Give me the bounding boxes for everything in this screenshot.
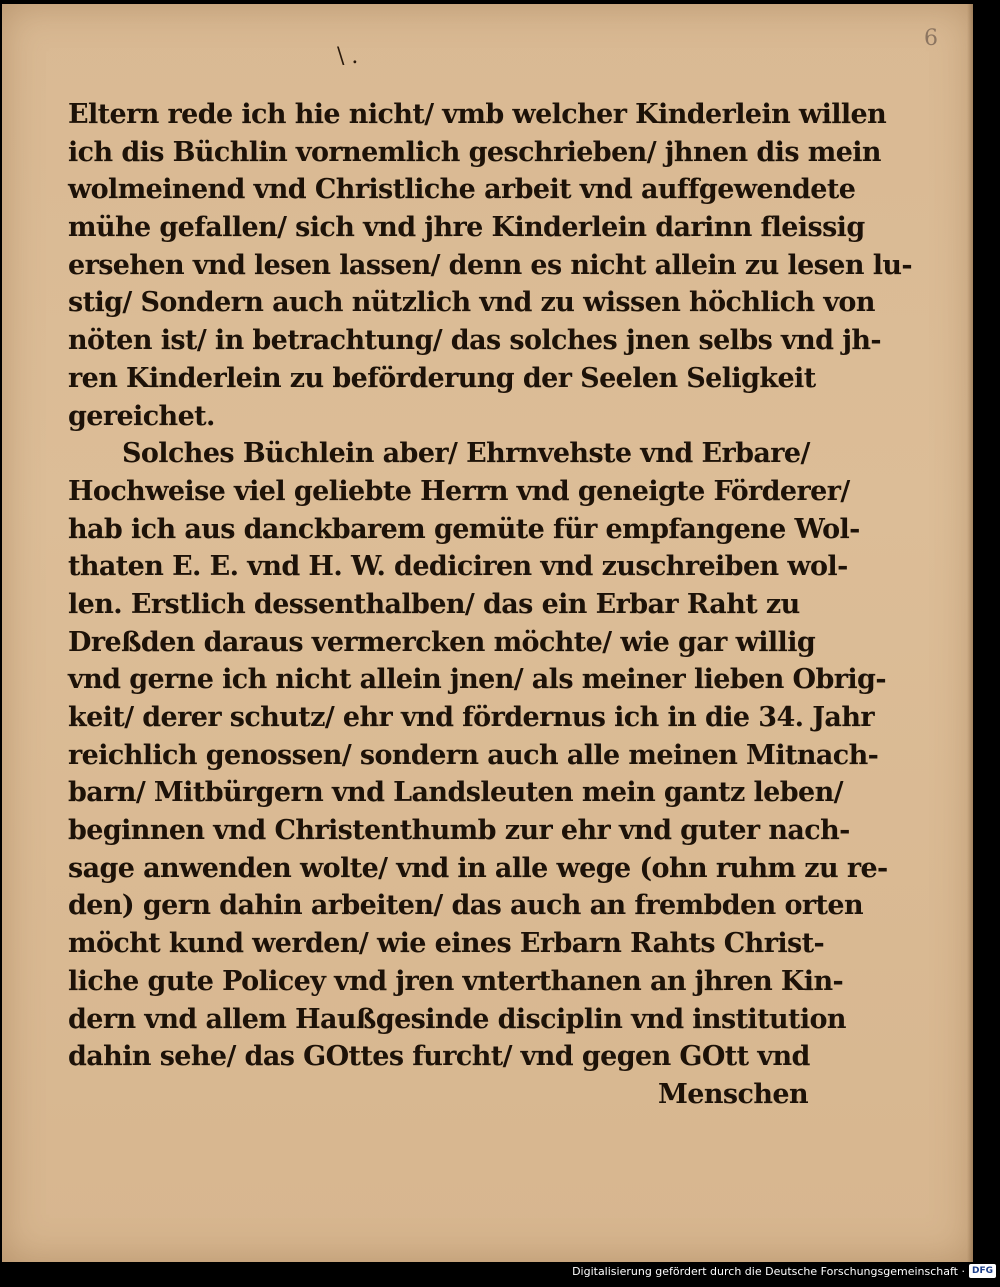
folio-mark: \ . xyxy=(337,44,359,69)
text-line: thaten E. E. vnd H. W. dediciren vnd zuschreiben wol- xyxy=(68,551,848,583)
text-line: wolmeinend vnd Christliche arbeit vnd auffgewendete xyxy=(68,174,856,206)
text-line: ich dis Büchlin vornemlich geschrieben/ jhnen dis mein xyxy=(68,136,881,168)
text-line: Eltern rede ich hie nicht/ vmb welcher Kinderlein willen xyxy=(68,99,887,130)
text-line: Hochweise viel geliebte Herrn vnd geneigte Förderer/ xyxy=(68,475,850,507)
text-line: hab ich aus danckbarem gemüte für empfangene Wol- xyxy=(68,513,860,545)
text-line: vnd gerne ich nicht allein jnen/ als meiner lieben Obrig- xyxy=(68,664,886,696)
text-line: mühe gefallen/ sich vnd jhre Kinderlein darinn fleissig xyxy=(68,212,865,244)
text-line: den) gern dahin arbeiten/ das auch an frembden orten xyxy=(68,890,864,922)
text-line: möcht kund werden/ wie eines Erbarn Rahts Christ- xyxy=(68,928,825,960)
book-page xyxy=(2,4,973,1262)
page-corner-number: 6 xyxy=(924,26,938,51)
text-line: keit/ derer schutz/ ehr vnd fördernus ich in die 34. Jahr xyxy=(68,702,874,733)
text-line: liche gute Policey vnd jren vnterthanen an jhren Kin- xyxy=(68,965,844,997)
dfg-logo[interactable]: DFG xyxy=(969,1264,996,1278)
text-line: sage anwenden wolte/ vnd in alle wege (ohn ruhm zu re- xyxy=(68,852,888,884)
text-line: reichlich genossen/ sondern auch alle meinen Mitnach- xyxy=(68,739,879,771)
text-line: ren Kinderlein zu beförderung der Seelen Seligkeit xyxy=(68,362,816,394)
paragraph-start-line: Solches Büchlein aber/ Ehrnvehste vnd Erbare/ xyxy=(122,438,810,470)
text-line: gereichet. xyxy=(68,400,215,432)
text-line: stig/ Sondern auch nützlich vnd zu wissen höchlich von xyxy=(68,287,875,319)
text-line: Dreßden daraus vermercken möchte/ wie gar willig xyxy=(68,626,816,658)
catchword: Menschen xyxy=(658,1078,808,1110)
text-line: barn/ Mitbürgern vnd Landsleuten mein gantz leben/ xyxy=(68,777,843,809)
text-line: beginnen vnd Christenthumb zur ehr vnd guter nach- xyxy=(68,815,850,847)
page-edge-shadow xyxy=(967,4,973,1262)
page-text-block xyxy=(68,96,912,1114)
digitization-footer xyxy=(572,1263,996,1279)
footer-credit: Digitalisierung gefördert durch die Deutsche Forschungsgemeinschaft · xyxy=(572,1264,965,1278)
text-line: len. Erstlich dessenthalben/ das ein Erbar Raht zu xyxy=(68,588,800,620)
text-line: nöten ist/ in betrachtung/ das solches jnen selbs vnd jh- xyxy=(68,325,882,357)
text-line: dern vnd allem Haußgesinde disciplin vnd institution xyxy=(68,1003,846,1035)
text-line: ersehen vnd lesen lassen/ denn es nicht allein zu lesen lu- xyxy=(68,249,912,281)
text-line: dahin sehe/ das GOttes furcht/ vnd gegen GOtt vnd xyxy=(68,1041,810,1073)
